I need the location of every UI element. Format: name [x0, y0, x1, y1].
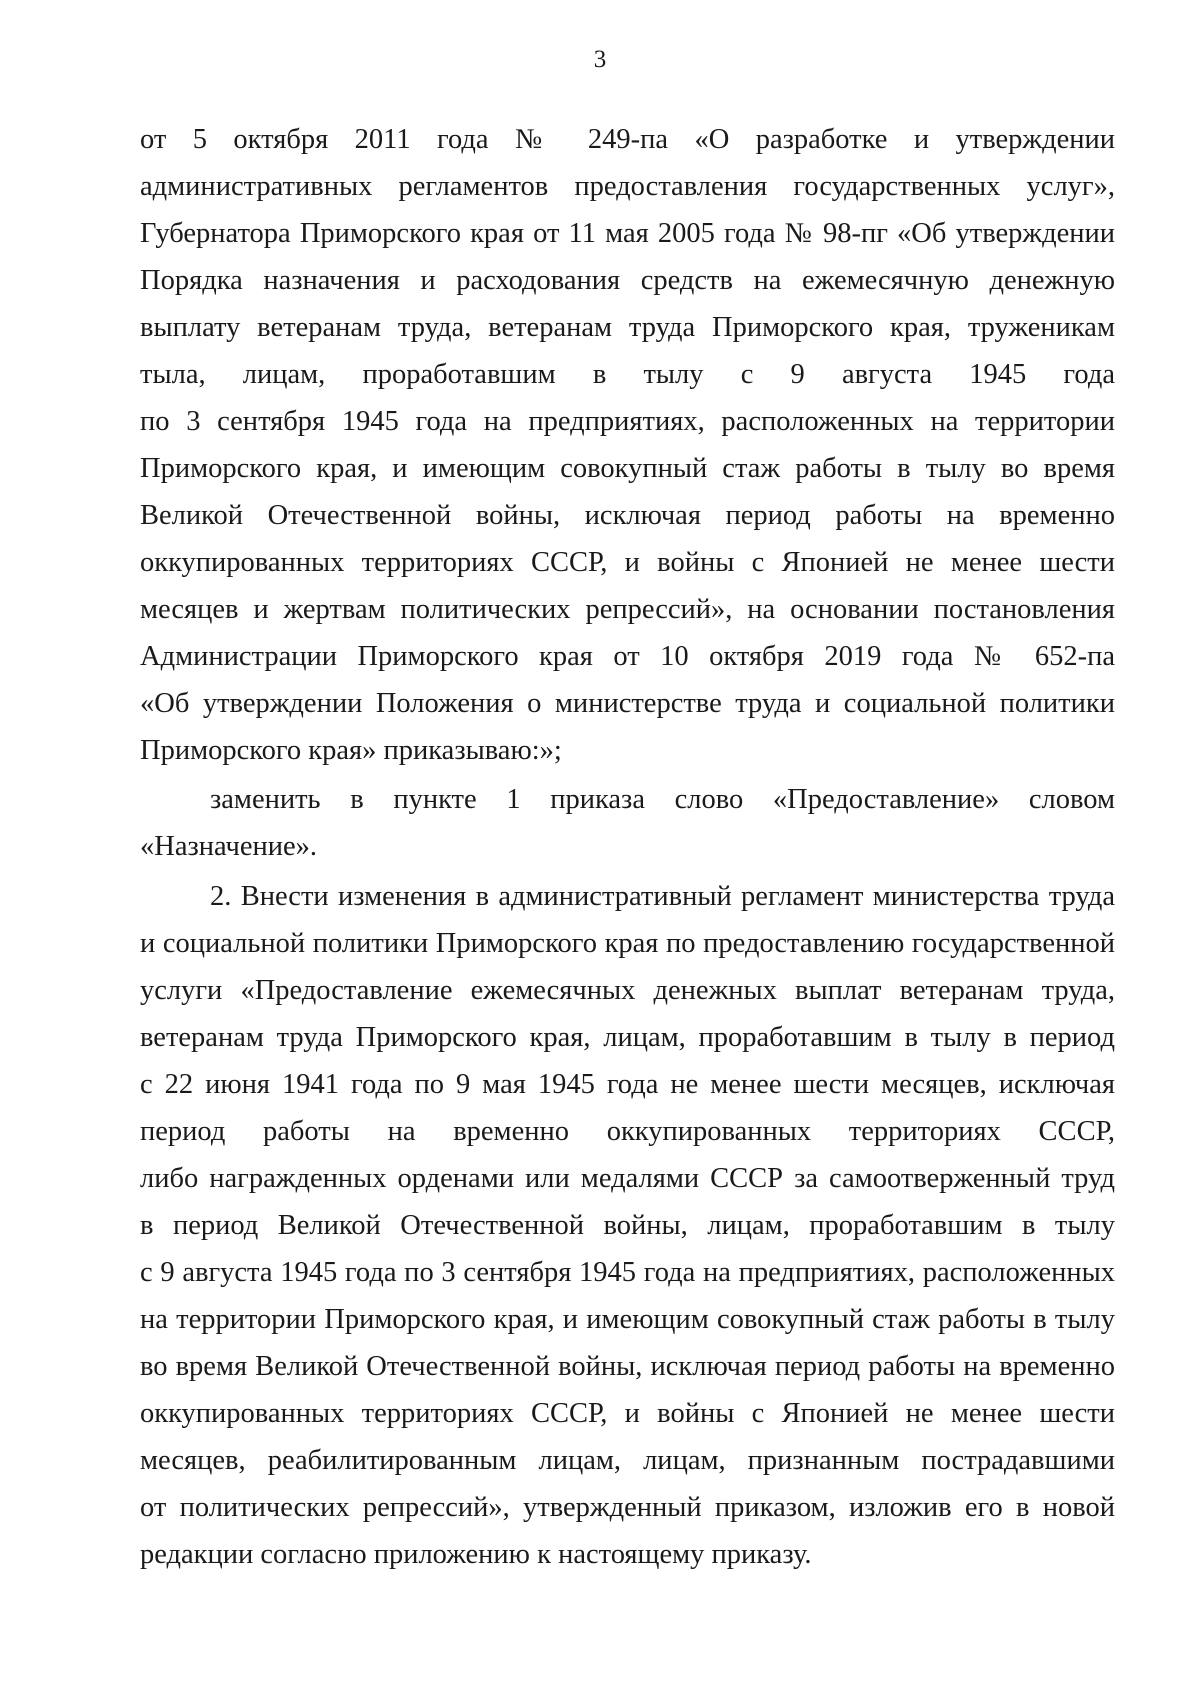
paragraph-replace-word — [140, 776, 1115, 870]
text-line: месяцев и жертвам политических репрессий», на основании постановления — [140, 594, 1115, 625]
text-line: Приморского края, и имеющим совокупный стаж работы в тылу во время — [140, 453, 1115, 484]
text-line: «Об утверждении Положения о министерстве труда и социальной политики — [140, 688, 1115, 719]
text-line: с 9 августа 1945 года по 3 сентября 1945 года на предприятиях, расположенных — [140, 1257, 1115, 1288]
text-line: на территории Приморского края, и имеющим совокупный стаж работы в тылу — [140, 1304, 1115, 1335]
text-line: от политических репрессий», утвержденный приказом, изложив его в новой — [140, 1492, 1115, 1523]
page-number: 3 — [593, 46, 607, 73]
paragraph-citation — [140, 116, 1115, 774]
text-line: с 22 июня 1941 года по 9 мая 1945 года не менее шести месяцев, исключая — [140, 1069, 1115, 1100]
text-line: услуги «Предоставление ежемесячных денежных выплат ветеранам труда, — [140, 975, 1115, 1006]
text-line: от 5 октября 2011 года № 249-па «О разработке и утверждении — [140, 124, 1115, 155]
text-line: административных регламентов предоставления государственных услуг», — [140, 171, 1115, 202]
text-line: тыла, лицам, проработавшим в тылу с 9 августа 1945 года — [140, 359, 1115, 390]
text-line: 2. Внести изменения в административный регламент министерства труда — [210, 881, 1115, 912]
text-line: в период Великой Отечественной войны, лицам, проработавшим в тылу — [140, 1210, 1115, 1241]
text-line: Приморского края» приказываю:»; — [140, 735, 562, 766]
text-line: либо награжденных орденами или медалями СССР за самоотверженный труд — [140, 1163, 1115, 1194]
text-line: Администрации Приморского края от 10 октября 2019 года № 652-па — [140, 641, 1115, 672]
text-line: Порядка назначения и расходования средств на ежемесячную денежную — [140, 265, 1115, 296]
text-line: Губернатора Приморского края от 11 мая 2005 года № 98-пг «Об утверждении — [140, 218, 1115, 249]
text-line: оккупированных территориях СССР, и войны с Японией не менее шести — [140, 547, 1115, 578]
text-line: и социальной политики Приморского края по предоставлению государственной — [140, 928, 1115, 959]
text-line: месяцев, реабилитированным лицам, лицам, признанным пострадавшими — [140, 1445, 1115, 1476]
text-line: «Назначение». — [140, 831, 318, 862]
text-line: выплату ветеранам труда, ветеранам труда Приморского края, труженикам — [140, 312, 1115, 343]
text-line: во время Великой Отечественной войны, исключая период работы на временно — [140, 1351, 1115, 1382]
text-line: период работы на временно оккупированных территориях СССР, — [140, 1116, 1115, 1147]
text-line: заменить в пункте 1 приказа слово «Предоставление» словом — [210, 784, 1115, 815]
text-line: Великой Отечественной войны, исключая период работы на временно — [140, 500, 1115, 531]
paragraph-item-2 — [140, 873, 1115, 1578]
text-line: редакции согласно приложению к настоящему приказу. — [140, 1539, 812, 1570]
text-line: ветеранам труда Приморского края, лицам, проработавшим в тылу в период — [140, 1022, 1115, 1053]
text-line: по 3 сентября 1945 года на предприятиях, расположенных на территории — [140, 406, 1115, 437]
text-line: оккупированных территориях СССР, и войны с Японией не менее шести — [140, 1398, 1115, 1429]
